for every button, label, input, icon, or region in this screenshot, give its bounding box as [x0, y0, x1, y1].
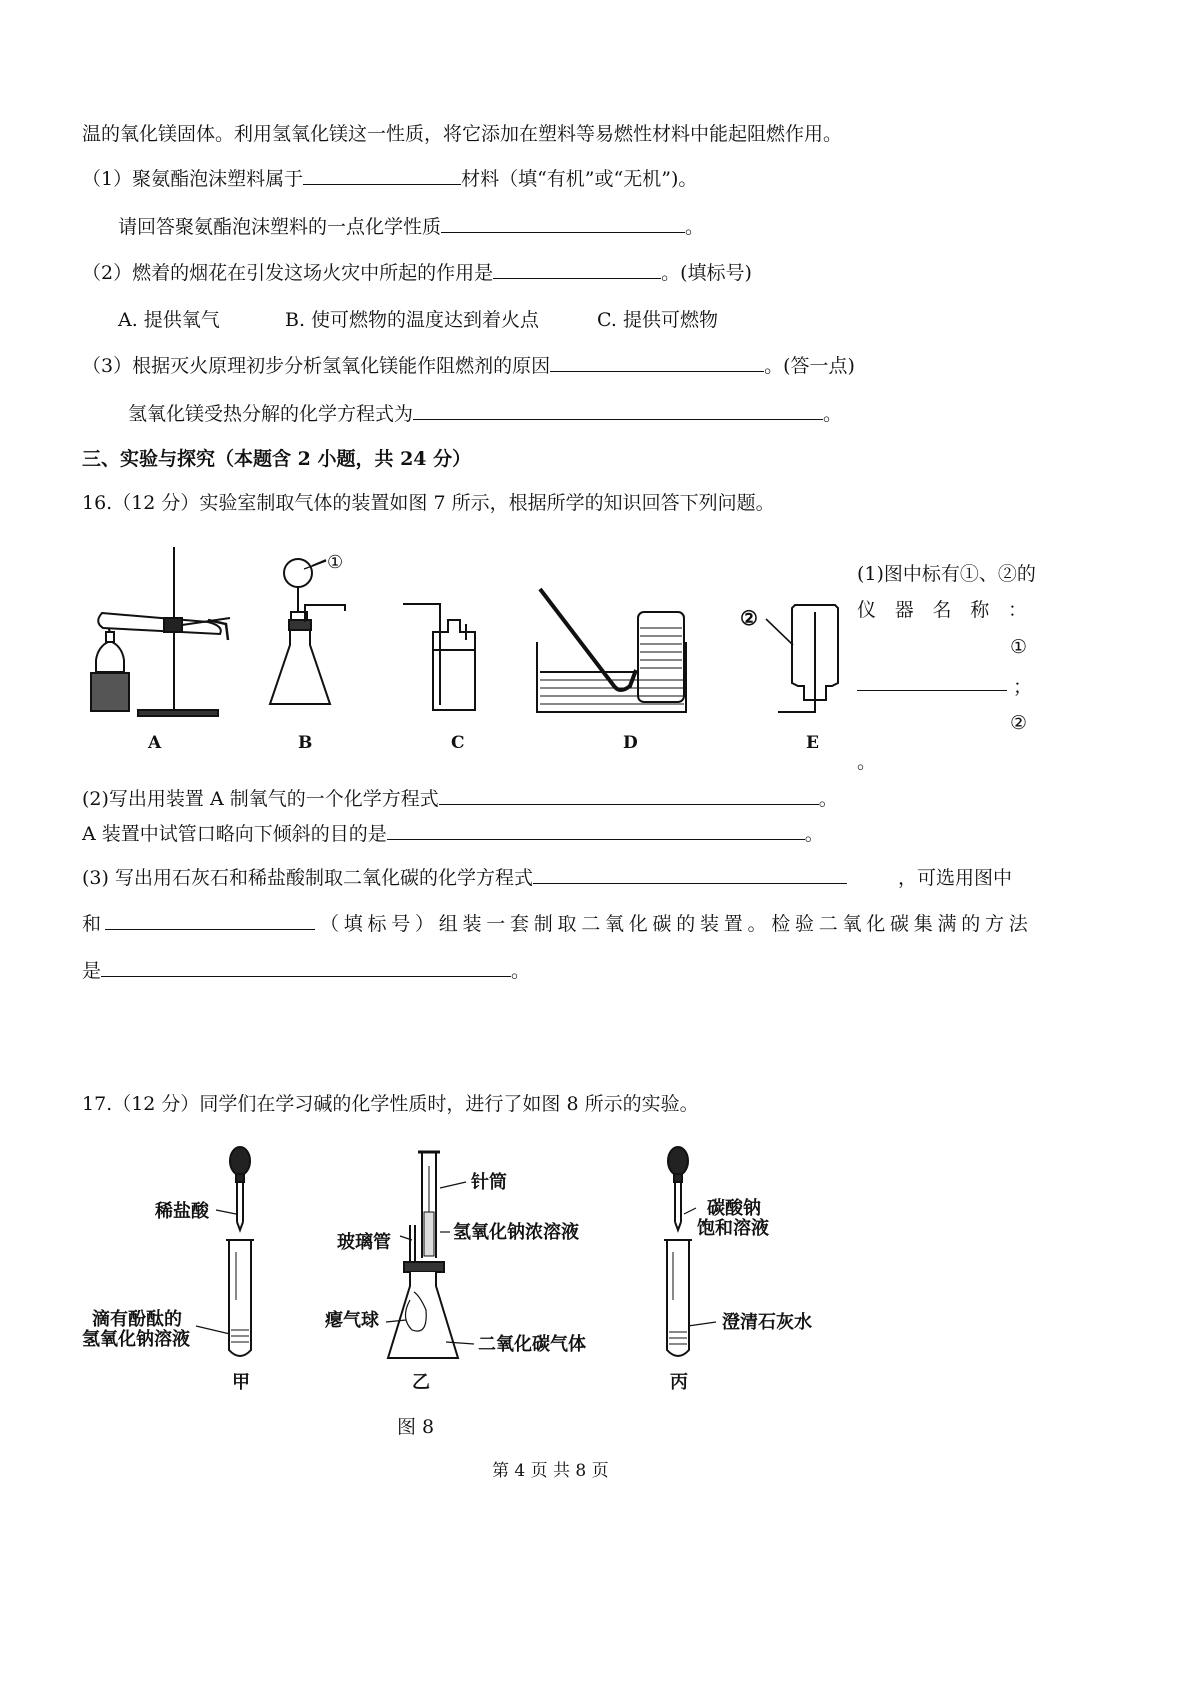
q16-side-period: 。 — [857, 751, 877, 773]
q16-p2-text-b: 。 — [818, 788, 838, 810]
q15-p1-text-a: （1）聚氨酯泡沫塑料属于 — [82, 168, 304, 190]
figure-8-caption: 图 8 — [397, 1416, 435, 1438]
q15-p3-text-a: （3）根据灭火原理初步分析氢氧化镁能作阻燃剂的原因 — [82, 355, 551, 377]
q16-p3-text-c: 和 — [82, 913, 102, 935]
label-limewater: 澄清石灰水 — [722, 1312, 812, 1333]
q16-side-semicolon: ； — [1013, 676, 1033, 698]
q16-part3-justified: （ 填 标 号 ） 组 装 一 套 制 取 二 氧 化 碳 的 装 置 。 检 验 二 氧 化 碳 集 满 的 方 法 — [320, 913, 1028, 935]
setup-yi — [386, 1152, 474, 1358]
q15-p2-text-b: 。(填标号) — [661, 262, 752, 284]
section-heading: 三、实验与探究（本题含 2 小题，共 24 分） — [82, 448, 472, 470]
label-jia: 甲 — [232, 1372, 250, 1393]
label-phenol-1: 滴有酚酞的 — [92, 1309, 182, 1330]
setup-bing — [664, 1147, 716, 1356]
q16-side-line1: (1)图中标有①、②的 — [857, 563, 1036, 585]
q16-p3-text-e: 是 — [82, 960, 102, 982]
apparatus-label-d: D — [623, 733, 638, 753]
label-co2-gas: 二氧化碳气体 — [478, 1334, 586, 1355]
q17-stem: 17.（12 分）同学们在学习碱的化学性质时，进行了如图 8 所示的实验。 — [82, 1093, 699, 1115]
label-na2co3-1: 碳酸钠 — [707, 1198, 761, 1219]
q15-p3-text-c: 氢氧化镁受热分解的化学方程式为 — [128, 403, 414, 425]
label-naoh-concentrated: 氢氧化钠浓溶液 — [453, 1222, 579, 1243]
q16-p2-text-c: A 装置中试管口略向下倾斜的目的是 — [82, 823, 387, 845]
apparatus-label-c: C — [451, 733, 465, 753]
q16-side-mark1: ① — [1010, 636, 1028, 658]
q16-side-mark2: ② — [1010, 712, 1028, 734]
q16-stem: 16.（12 分）实验室制取气体的装置如图 7 所示，根据所学的知识回答下列问题。 — [82, 492, 775, 514]
label-syringe: 针筒 — [471, 1172, 507, 1193]
q16-p3-text-a: (3) 写出用石灰石和稀盐酸制取二氧化碳的化学方程式 — [82, 867, 533, 889]
q15-p3-text-d: 。 — [823, 403, 843, 425]
label-phenol-2: 氢氧化钠溶液 — [82, 1329, 190, 1350]
page-footer: 第 4 页 共 8 页 — [492, 1461, 609, 1481]
label-na2co3-2: 饱和溶液 — [697, 1218, 769, 1239]
mark-1: ① — [327, 552, 344, 573]
q15-intro-tail: 温的氧化镁固体。利用氢氧化镁这一性质，将它添加在塑料等易燃性材料中能起阻燃作用。 — [82, 123, 843, 145]
q15-p3-text-b: 。(答一点) — [764, 355, 855, 377]
label-bing: 丙 — [670, 1372, 688, 1393]
q15-option-b: B. 使可燃物的温度达到着火点 — [285, 309, 540, 331]
apparatus-label-b: B — [298, 733, 313, 753]
q16-p3-text-f: 。 — [511, 960, 531, 982]
q15-p1-text-b: 材料（填“有机”或“无机”)。 — [461, 168, 698, 190]
q16-p3-text-b: ，可选用图中 — [898, 867, 1013, 889]
q15-option-a: A. 提供氧气 — [118, 309, 220, 331]
label-balloon: 瘪气球 — [325, 1310, 379, 1331]
label-glass-tube: 玻璃管 — [337, 1232, 391, 1253]
mark-2: ② — [740, 606, 758, 630]
apparatus-label-e: E — [806, 733, 819, 753]
q16-p2-text-a: (2)写出用装置 A 制氧气的一个化学方程式 — [82, 788, 439, 810]
q15-option-c: C. 提供可燃物 — [597, 309, 718, 331]
label-yi: 乙 — [412, 1372, 430, 1393]
q15-p1-text-c: 请回答聚氨酯泡沫塑料的一点化学性质 — [118, 216, 442, 238]
label-dilute-hcl: 稀盐酸 — [155, 1201, 209, 1222]
q15-p1-text-d: 。 — [685, 216, 705, 238]
q16-side-line2: 仪 器 名 称 ： — [857, 599, 1027, 621]
setup-jia — [196, 1147, 254, 1356]
q15-p2-text-a: （2）燃着的烟花在引发这场火灾中所起的作用是 — [82, 262, 494, 284]
q16-p2-text-d: 。 — [804, 823, 824, 845]
apparatus-label-a: A — [148, 733, 162, 753]
